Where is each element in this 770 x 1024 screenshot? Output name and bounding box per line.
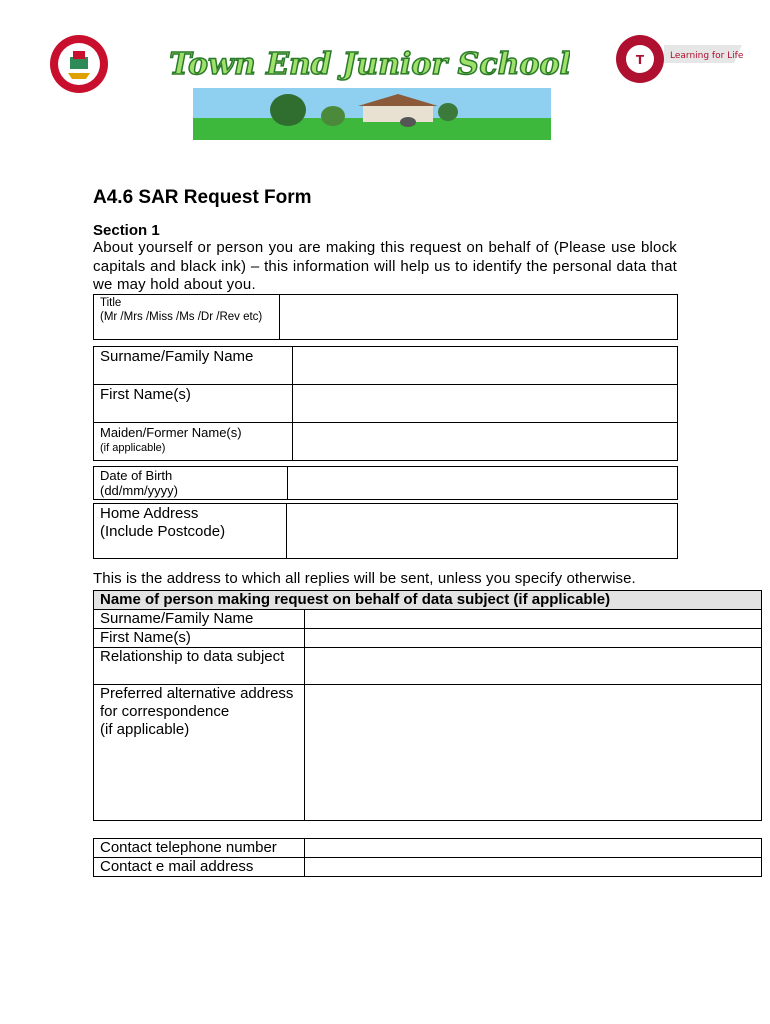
address-hint: (Include Postcode) — [100, 523, 226, 540]
behalf-table — [93, 590, 762, 821]
alt-address-input[interactable] — [305, 685, 762, 821]
form-title: A4.6 SAR Request Form — [93, 187, 312, 208]
dob-input[interactable] — [288, 467, 678, 500]
school-crest-logo — [48, 33, 110, 95]
first-names-label: First Name(s) — [94, 385, 293, 423]
address-note: This is the address to which all replies will be sent, unless you specify otherwise. — [93, 570, 636, 587]
dob-label-cell — [94, 467, 288, 500]
surname-label: Surname/Family Name — [94, 347, 293, 385]
behalf-first-names-label: First Name(s) — [94, 629, 305, 648]
maiden-label: Maiden/Former Name(s) — [100, 425, 242, 440]
dob-label: Date of Birth — [100, 468, 173, 483]
intro-paragraph: About yourself or person you are making this request on behalf of (Please use block capitals and black ink) – this information will help us to identify the personal data that we may hold about you. — [93, 239, 677, 293]
behalf-heading: Name of person making request on behalf of data subject (if applicable) — [94, 591, 762, 610]
address-table — [93, 503, 678, 559]
email-label: Contact e mail address — [94, 858, 305, 877]
behalf-surname-label: Surname/Family Name — [94, 610, 305, 629]
first-names-input[interactable] — [293, 385, 678, 423]
learning-for-life-logo — [614, 33, 744, 85]
dob-hint: (dd/mm/yyyy) — [100, 483, 178, 498]
relationship-label: Relationship to data subject — [94, 648, 305, 685]
title-label-cell — [94, 295, 280, 340]
section-heading: Section 1 — [93, 222, 160, 239]
school-name-banner — [170, 44, 570, 84]
title-label: Title — [100, 297, 122, 309]
school-name-text: Town End Junior School — [170, 47, 570, 82]
contact-table — [93, 838, 762, 877]
title-table — [93, 294, 678, 340]
address-label: Home Address — [100, 505, 199, 522]
behalf-first-names-input[interactable] — [305, 629, 762, 648]
email-input[interactable] — [305, 858, 762, 877]
behalf-surname-input[interactable] — [305, 610, 762, 629]
names-table — [93, 346, 678, 461]
school-building-image — [193, 88, 551, 140]
title-hint: (Mr /Mrs /Miss /Ms /Dr /Rev etc) — [100, 311, 263, 323]
phone-label: Contact telephone number — [94, 839, 305, 858]
maiden-label-cell — [94, 423, 293, 461]
address-input[interactable] — [287, 504, 678, 559]
title-input[interactable] — [280, 295, 678, 340]
phone-input[interactable] — [305, 839, 762, 858]
svg-text:T: T — [635, 53, 645, 67]
relationship-input[interactable] — [305, 648, 762, 685]
logo-tagline: Learning for Life — [670, 51, 744, 61]
address-label-cell — [94, 504, 287, 559]
alt-address-label-cell — [94, 685, 305, 821]
alt-address-hint: (if applicable) — [100, 721, 190, 738]
dob-table — [93, 466, 678, 500]
alt-address-label: Preferred alternative address for correspondence — [100, 685, 294, 720]
maiden-input[interactable] — [293, 423, 678, 461]
surname-input[interactable] — [293, 347, 678, 385]
maiden-hint: (if applicable) — [100, 442, 166, 454]
